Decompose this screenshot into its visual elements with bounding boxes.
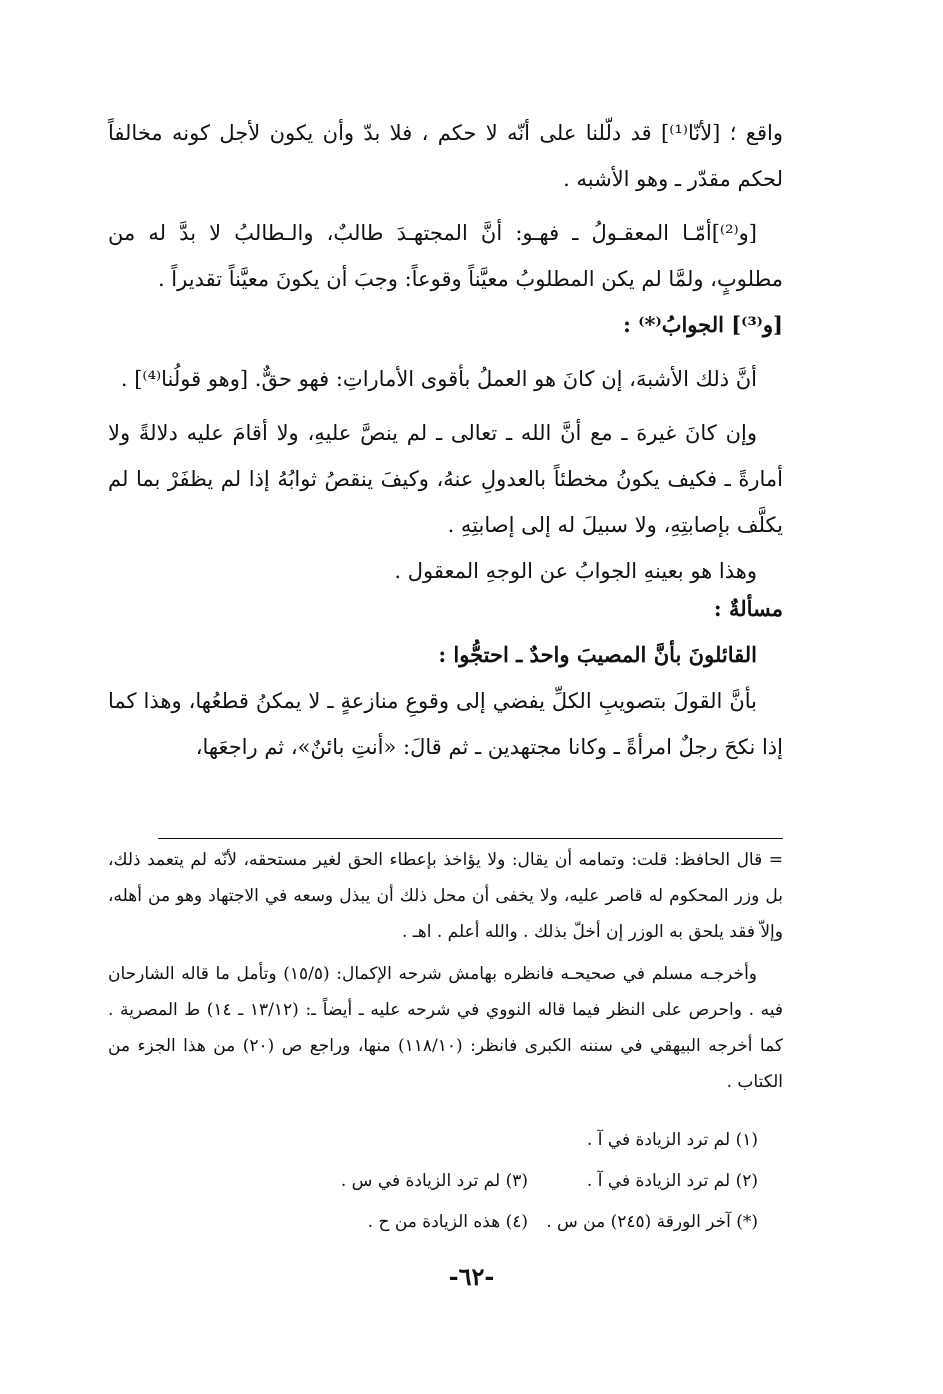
paragraph-5: وإن كانَ غيرهَ ـ مع أنَّ الله ـ تعالى ـ لم ينصَّ عليهِ، ولا أقامَ عليه دلالةً ولا أمارةً ـ فكيف يكونُ مخطئاً بالعدولِ عنهُ، وكيفَ ينقصُ ثوابُهُ إذا لم يظفَرْ بما لم يكلَّف بإصابتِهِ، ولا سبيلَ له إلى إصابتِهِ . [108, 421, 783, 537]
footnote-ref-2: (٢) لم ترد الزيادة في آ . [586, 1171, 758, 1191]
paragraph-2: [و⁽²⁾]أمّـا المعقـولُ ـ فهـو: أنَّ المجتهـدَ طالبٌ، والـطالبُ لا بدَّ له من مطلوبٍ، ولمَّا لم يكن المطلوبُ معيَّناً وقوعاً: وجبَ أن يكونَ معيَّناً تقديراً . [108, 221, 783, 291]
footnote-ref-row-3 [108, 1202, 783, 1243]
footnote-paragraph: وأخرجـه مسلم في صحيحـه فانظره بهامش شرحه الإكمال: (١٥/٥) وتأمل ما قاله الشارحان فيه . واحرص على النظر فيما قاله النووي في شرحه عليه ـ أيضاً ـ: (١٣/١٢ ـ ١٤) ط المصرية . كما أخرجه البيهقي في سننه الكبرى فانظر: (١١٨/١٠) منها، وراجع ص (٢٠) من هذا الجزء من الكتاب . [108, 964, 783, 1092]
footnote-ref-star: (*) آخر الورقة (٢٤٥) من س . [546, 1212, 758, 1232]
footnote-continuation: = قال الحافظ: قلت: وتمامه أن يقال: ولا يؤاخذ بإعطاء الحق لغير مستحقه، لأنّه لم يتعمد ذلك، بل وزر المحكوم له قاصر عليه، ولا يخفى أن محل ذلك أن يبذل وسعه في الاجتهاد وهو من أهله، وإلاّ فقد يلحق به الوزر إن أخلّ بذلك . والله أعلم . اهـ . [108, 850, 783, 942]
page-number: -٦٢- [448, 1262, 495, 1291]
paragraph-8: القائلونَ بأنَّ المصيبَ واحدٌ ـ احتجُّوا : [438, 642, 757, 667]
footnote-ref-4: (٤) هذه الزيادة من ح . [367, 1212, 528, 1232]
footnote-ref-row-2 [108, 1161, 783, 1202]
main-text [108, 110, 783, 770]
footnotes [108, 842, 783, 1100]
paragraph-9: بأنَّ القولَ بتصويبِ الكلِّ يفضي إلى وقوعِ منازعةٍ ـ لا يمكنُ قطعُها، وهذا كما إذا نكحَ رجلٌ امرأةً ـ وكانا مجتهدين ـ ثم قالَ: «أنتِ بائنٌ»، ثم راجعَها، [108, 689, 783, 759]
footnote-ref-3: (٣) لم ترد الزيادة في س . [340, 1171, 528, 1191]
footnote-ref-1: (١) لم ترد الزيادة في آ . [586, 1130, 758, 1150]
footnote-divider [158, 838, 783, 839]
paragraph-4: أنَّ ذلك الأشبهَ، إن كانَ هو العملُ بأقوى الأماراتِ: فهو حقٌّ. [وهو قولُنا⁽⁴⁾] . [120, 367, 757, 391]
paragraph-3-answer-heading: [و⁽³⁾] الجوابُ⁽*⁾ : [623, 312, 783, 337]
paragraph-6: وهذا هو بعينهِ الجوابُ عن الوجهِ المعقول . [394, 559, 757, 583]
footnote-references [108, 1120, 783, 1243]
issue-heading: مسألةٌ : [713, 596, 783, 621]
footnote-ref-row-1 [108, 1120, 783, 1161]
paragraph-1: واقع ؛ [لأنّا⁽¹⁾] قد دلّلنا على أنّه لا حكم ، فلا بدّ وأن يكون لأجل كونه مخالفاً لحكم مقدّر ـ وهو الأشبه . [108, 121, 783, 191]
